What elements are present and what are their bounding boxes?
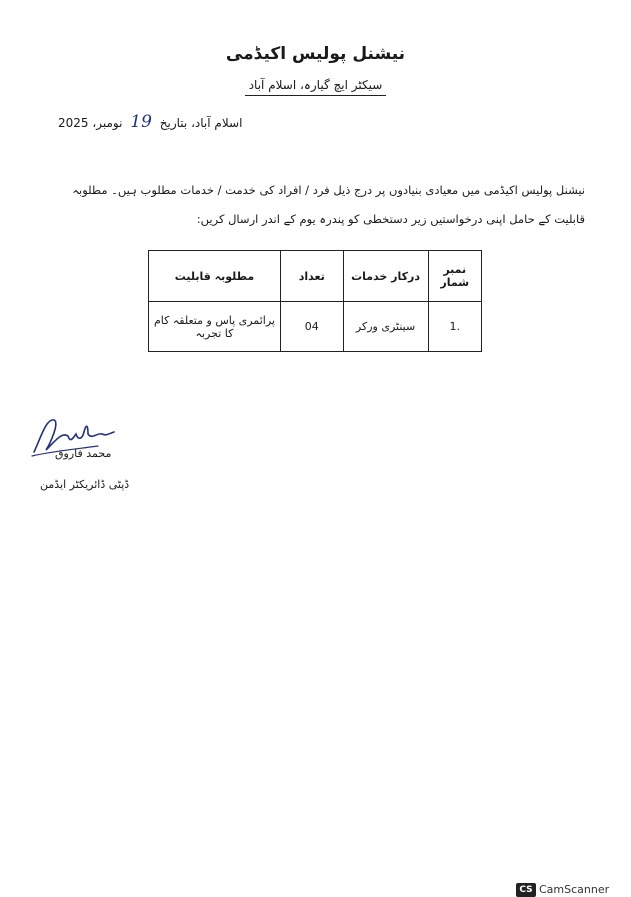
cell-service: سینٹری ورکر (343, 302, 428, 352)
header-count: تعداد (280, 251, 343, 302)
header-qualification: مطلوبہ قابلیت (149, 251, 281, 302)
header-service: درکار خدمات (343, 251, 428, 302)
cell-serial: 1. (428, 302, 482, 352)
body-paragraph: نیشنل پولیس اکیڈمی میں معیادی بنیادوں پر درج ذیل فرد / افراد کی خدمت / خدمات مطلوب ہیں۔ مطلوبہ قابلیت کے حامل اپنی درخواستیں زیر دستخطی کو پندرہ یوم کے اندر ارسال کریں: (72, 183, 585, 226)
cell-count: 04 (280, 302, 343, 352)
camscanner-logo-icon: CS (516, 883, 536, 897)
camscanner-watermark (516, 883, 609, 897)
table-header-row (149, 251, 482, 302)
header-serial: نمبر شمار (428, 251, 482, 302)
page-title: نیشنل پولیس اکیڈمی (225, 44, 406, 64)
page-subtitle (0, 78, 631, 92)
camscanner-label: CamScanner (539, 883, 610, 896)
subtitle-text: سیکٹر ایچ گیارہ، اسلام آباد (245, 78, 387, 96)
dateline-month-year: نومبر، 2025 (58, 116, 123, 130)
vacancy-table (148, 250, 482, 352)
dateline (58, 112, 242, 132)
table-row (149, 302, 482, 352)
signatory-designation: ڈپٹی ڈائریکٹر ایڈمن (40, 478, 130, 491)
cell-qualification: پرائمری پاس و متعلقہ کام کا تجربہ (149, 302, 281, 352)
dateline-prefix: اسلام آباد، بتاریخ (159, 116, 243, 130)
signatory-name: محمد فاروق (55, 447, 112, 460)
dateline-day: 19 (130, 112, 152, 132)
